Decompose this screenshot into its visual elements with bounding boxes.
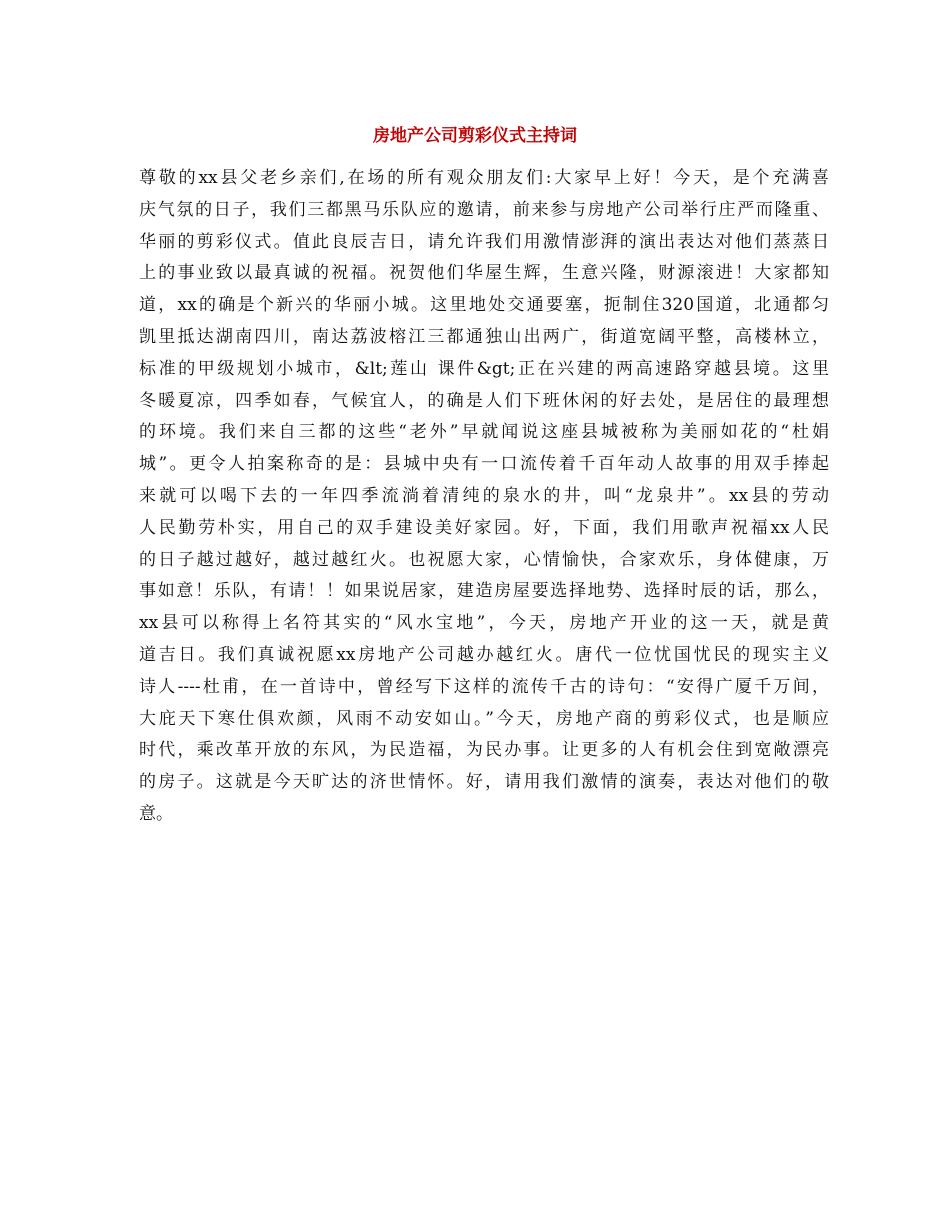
body-line: 的日子越过越好，越过越红火。也祝愿大家，心情愉快，合家欢乐，身体健康，万 (139, 549, 829, 570)
body-line: 道吉日。我们真诚祝愿xx房地产公司越办越红火。唐代一位忧国忧民的现实主义 (139, 644, 829, 665)
body-line: 华丽的剪彩仪式。值此良辰吉日，请允许我们用激情澎湃的演出表达对他们蒸蒸日 (139, 231, 829, 252)
body-line: 来就可以喝下去的一年四季流淌着清纯的泉水的井，叫“龙泉井”。xx县的劳动 (139, 485, 829, 506)
body-line: 道，xx的确是个新兴的华丽小城。这里地处交通要塞，扼制住320国道，北通都匀 (139, 295, 829, 316)
body-line: 冬暖夏凉，四季如春，气候宜人，的确是人们下班休闲的好去处，是居住的最理想 (139, 390, 829, 411)
body-line: 诗人----杜甫，在一首诗中，曾经写下这样的流传千古的诗句：“安得广厦千万间， (139, 676, 829, 697)
document-body (139, 163, 829, 831)
body-line: 时代，乘改革开放的东风，为民造福，为民办事。让更多的人有机会住到宽敞漂亮 (139, 740, 829, 761)
body-line: 城”。更令人拍案称奇的是：县城中央有一口流传着千百年动人故事的用双手捧起 (139, 454, 829, 475)
body-line: 尊敬的xx县父老乡亲们,在场的所有观众朋友们:大家早上好！今天，是个充满喜 (139, 168, 829, 188)
body-line: 的房子。这就是今天旷达的济世情怀。好，请用我们激情的演奏，表达对他们的敬 (139, 772, 829, 793)
body-line: 大庇天下寒仕俱欢颜，风雨不动安如山。”今天，房地产商的剪彩仪式，也是顺应 (139, 708, 829, 729)
body-line: 标准的甲级规划小城市，&lt;莲山 课件&gt;正在兴建的两高速路穿越县境。这里 (139, 358, 829, 379)
body-line: 意。 (139, 803, 173, 824)
body-line: 的环境。我们来自三都的这些“老外”早就闻说这座县城被称为美丽如花的“杜娟 (139, 422, 829, 443)
body-line: 上的事业致以最真诚的祝福。祝贺他们华屋生辉，生意兴隆，财源滚进！大家都知 (139, 263, 829, 284)
document-title: 房地产公司剪彩仪式主持词 (373, 126, 577, 146)
body-line: 事如意！乐队，有请！！如果说居家，建造房屋要选择地势、选择时辰的话，那么， (139, 581, 829, 602)
body-line: 庆气氛的日子，我们三都黑马乐队应的邀请，前来参与房地产公司举行庄严而隆重、 (139, 199, 829, 220)
body-line: 人民勤劳朴实，用自己的双手建设美好家园。好，下面，我们用歌声祝福xx人民 (139, 517, 829, 538)
body-line: xx县可以称得上名符其实的“风水宝地”，今天，房地产开业的这一天，就是黄 (139, 613, 829, 634)
body-line: 凯里抵达湖南四川，南达荔波榕江三都通独山出两广，街道宽阔平整，高楼林立， (139, 326, 829, 347)
